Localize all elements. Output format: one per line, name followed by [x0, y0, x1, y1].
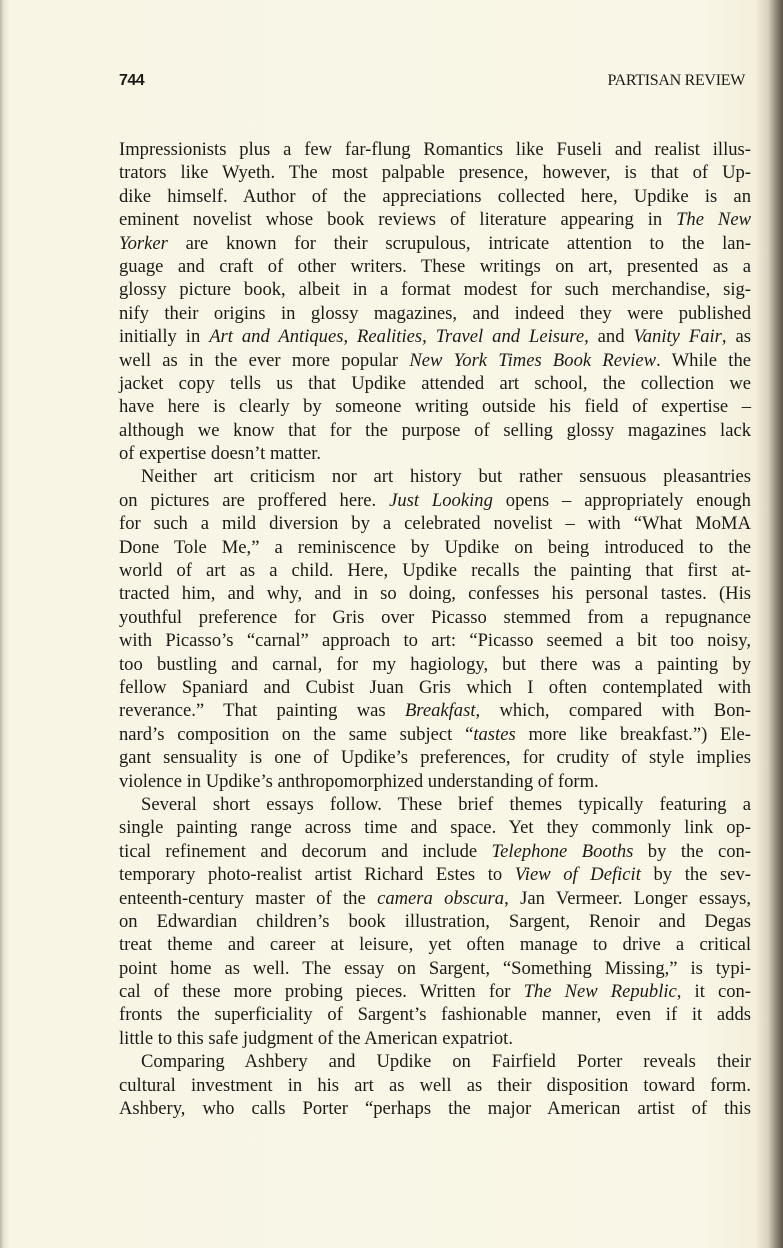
text-line: [119, 980, 751, 1003]
text-run: with Picasso’s “carnal” approach to art: “Picasso seemed a bit too noisy,: [119, 630, 751, 652]
text-line: [119, 653, 751, 676]
italic-title: Vanity Fair: [633, 326, 722, 348]
text-line: [119, 255, 751, 278]
text-run: youthful preference for Gris over Picasso stemmed from a repugnance: [119, 606, 751, 628]
italic-title: Just Looking: [389, 489, 493, 511]
text-run: nard’s composition on the same subject “: [119, 723, 474, 745]
text-line: [119, 863, 751, 886]
text-run: treat theme and career at leisure, yet often manage to drive a critical: [119, 934, 751, 956]
text-line: [119, 208, 751, 231]
text-line: [119, 1050, 751, 1073]
text-line: [119, 232, 751, 255]
text-line: [119, 349, 751, 372]
text-line: [119, 442, 751, 465]
text-run: well as in the ever more popular: [119, 349, 410, 371]
italic-title: Breakfast: [404, 700, 476, 722]
text-line: [119, 1097, 751, 1120]
text-run: Ashbery, who calls Porter “perhaps the major American artist of this: [119, 1098, 751, 1120]
text-line: [119, 1003, 751, 1026]
text-line: [119, 419, 751, 442]
text-run: Done Tole Me,” a reminiscence by Updike on being introduced to the: [119, 536, 751, 558]
text-line: [119, 465, 751, 488]
paragraph: [119, 793, 751, 1050]
text-run: eminent novelist whose book reviews of literature appearing in: [119, 209, 677, 231]
text-run: . While the: [656, 349, 751, 371]
text-run: ,: [422, 326, 436, 348]
text-run: cultural investment in his art as well as their disposition toward form.: [119, 1074, 751, 1096]
italic-title: tastes: [473, 723, 516, 745]
text-run: too bustling and carnal, for my hagiology, but there was a painting by: [119, 653, 751, 675]
text-run: on pictures are proffered here.: [119, 489, 390, 511]
italic-title: View of Deficit: [514, 864, 641, 886]
text-line: [119, 185, 751, 208]
text-line: [119, 489, 751, 512]
text-run: have here is clearly by someone writing outside his field of expertise –: [119, 396, 751, 418]
text-run: , as: [721, 326, 751, 348]
text-line: [119, 536, 751, 559]
italic-title: Travel and Leisure: [435, 326, 585, 348]
text-run: opens – appropriately enough: [492, 489, 751, 511]
text-run: dike himself. Author of the appreciations collected here, Updike is an: [119, 185, 751, 207]
text-run: , Jan Vermeer. Longer essays,: [504, 887, 752, 909]
text-run: little to this safe judgment of the American expatriot.: [119, 1027, 513, 1049]
running-title: PARTISAN REVIEW: [607, 72, 745, 89]
text-run: by the sev-: [640, 864, 751, 886]
italic-title: Yorker: [119, 232, 168, 254]
text-run: cal of these more probing pieces. Written for: [119, 981, 524, 1003]
text-line: [119, 606, 751, 629]
text-line: [119, 699, 751, 722]
text-run: violence in Updike’s anthropomorphized understanding of form.: [119, 770, 599, 792]
text-line: [119, 676, 751, 699]
paragraph: [119, 465, 751, 792]
text-run: , which, compared with Bon-: [475, 700, 751, 722]
text-run: glossy picture book, albeit in a format modest for such merchandise, sig-: [119, 279, 751, 301]
text-run: on Edwardian children’s book illustration, Sargent, Renoir and Degas: [119, 910, 751, 932]
text-line: [119, 1074, 751, 1097]
text-run: Neither art criticism nor art history but rather sensuous pleasantries: [141, 466, 751, 488]
text-run: fronts the superficiality of Sargent’s fashionable manner, even if it adds: [119, 1004, 751, 1026]
text-line: [119, 770, 751, 793]
text-run: world of art as a child. Here, Updike recalls the painting that first at-: [119, 560, 751, 582]
text-line: [119, 372, 751, 395]
text-run: , and: [584, 326, 634, 348]
text-run: for such a mild diversion by a celebrated novelist – with “What MoMA: [119, 513, 751, 535]
text-line: [119, 629, 751, 652]
italic-title: The New: [676, 209, 751, 231]
text-run: by the con-: [633, 840, 751, 862]
text-line: [119, 933, 751, 956]
text-run: nify their origins in glossy magazines, and indeed they were published: [119, 302, 751, 324]
text-run: gant sensuality is one of Updike’s preferences, for crudity of style implies: [119, 747, 751, 769]
italic-title: Art and Antiques: [209, 326, 344, 348]
paragraph: [119, 138, 751, 465]
italic-title: The New Republic: [523, 981, 677, 1003]
text-line: [119, 325, 751, 348]
text-run: jacket copy tells us that Updike attended art school, the collection we: [119, 372, 751, 394]
text-line: [119, 840, 751, 863]
text-line: [119, 1027, 751, 1050]
text-run: guage and craft of other writers. These writings on art, presented as a: [119, 255, 751, 277]
text-run: enteenth-century master of the: [119, 887, 378, 909]
text-run: ,: [343, 326, 358, 348]
page-number: 744: [119, 72, 145, 89]
text-line: [119, 793, 751, 816]
text-line: [119, 161, 751, 184]
text-run: Impressionists plus a few far-flung Romantics like Fuseli and realist illus-: [119, 139, 751, 160]
article-body: [119, 138, 751, 1120]
text-run: are known for their scrupulous, intricate attention to the lan-: [167, 232, 751, 254]
text-line: [119, 395, 751, 418]
italic-title: New York Times Book Review: [409, 349, 657, 371]
text-line: [119, 723, 751, 746]
italic-title: Realities: [357, 326, 423, 348]
text-run: temporary photo-realist artist Richard Estes to: [119, 864, 515, 886]
text-run: although we know that for the purpose of selling glossy magazines lack: [119, 419, 751, 441]
text-line: [119, 278, 751, 301]
text-line: [119, 512, 751, 535]
text-line: [119, 302, 751, 325]
text-run: tracted him, and why, and in so doing, confesses his personal tastes. (His: [119, 583, 751, 605]
text-line: [119, 887, 751, 910]
text-line: [119, 910, 751, 933]
text-line: [119, 816, 751, 839]
text-run: trators like Wyeth. The most palpable presence, however, is that of Up-: [119, 162, 751, 184]
text-run: single painting range across time and space. Yet they commonly link op-: [119, 817, 751, 839]
italic-title: camera obscura: [377, 887, 505, 909]
text-run: initially in: [119, 326, 210, 348]
italic-title: Telephone Booths: [491, 840, 634, 862]
text-line: [119, 582, 751, 605]
text-run: fellow Spaniard and Cubist Juan Gris which I often contemplated with: [119, 676, 751, 698]
text-run: of expertise doesn’t matter.: [119, 443, 322, 465]
text-run: , it con-: [676, 981, 751, 1003]
text-run: reverance.” That painting was: [119, 700, 405, 722]
text-line: [119, 746, 751, 769]
paragraph: [119, 1050, 751, 1120]
text-run: Several short essays follow. These brief themes typically featuring a: [141, 793, 751, 815]
text-line: [119, 957, 751, 980]
text-run: tical refinement and decorum and include: [119, 840, 492, 862]
text-run: point home as well. The essay on Sargent, “Something Missing,” is typi-: [119, 957, 751, 979]
text-run: Comparing Ashbery and Updike on Fairfield Porter reveals their: [141, 1051, 751, 1073]
text-run: more like breakfast.”) Ele-: [515, 723, 751, 745]
text-line: [119, 138, 751, 161]
text-line: [119, 559, 751, 582]
